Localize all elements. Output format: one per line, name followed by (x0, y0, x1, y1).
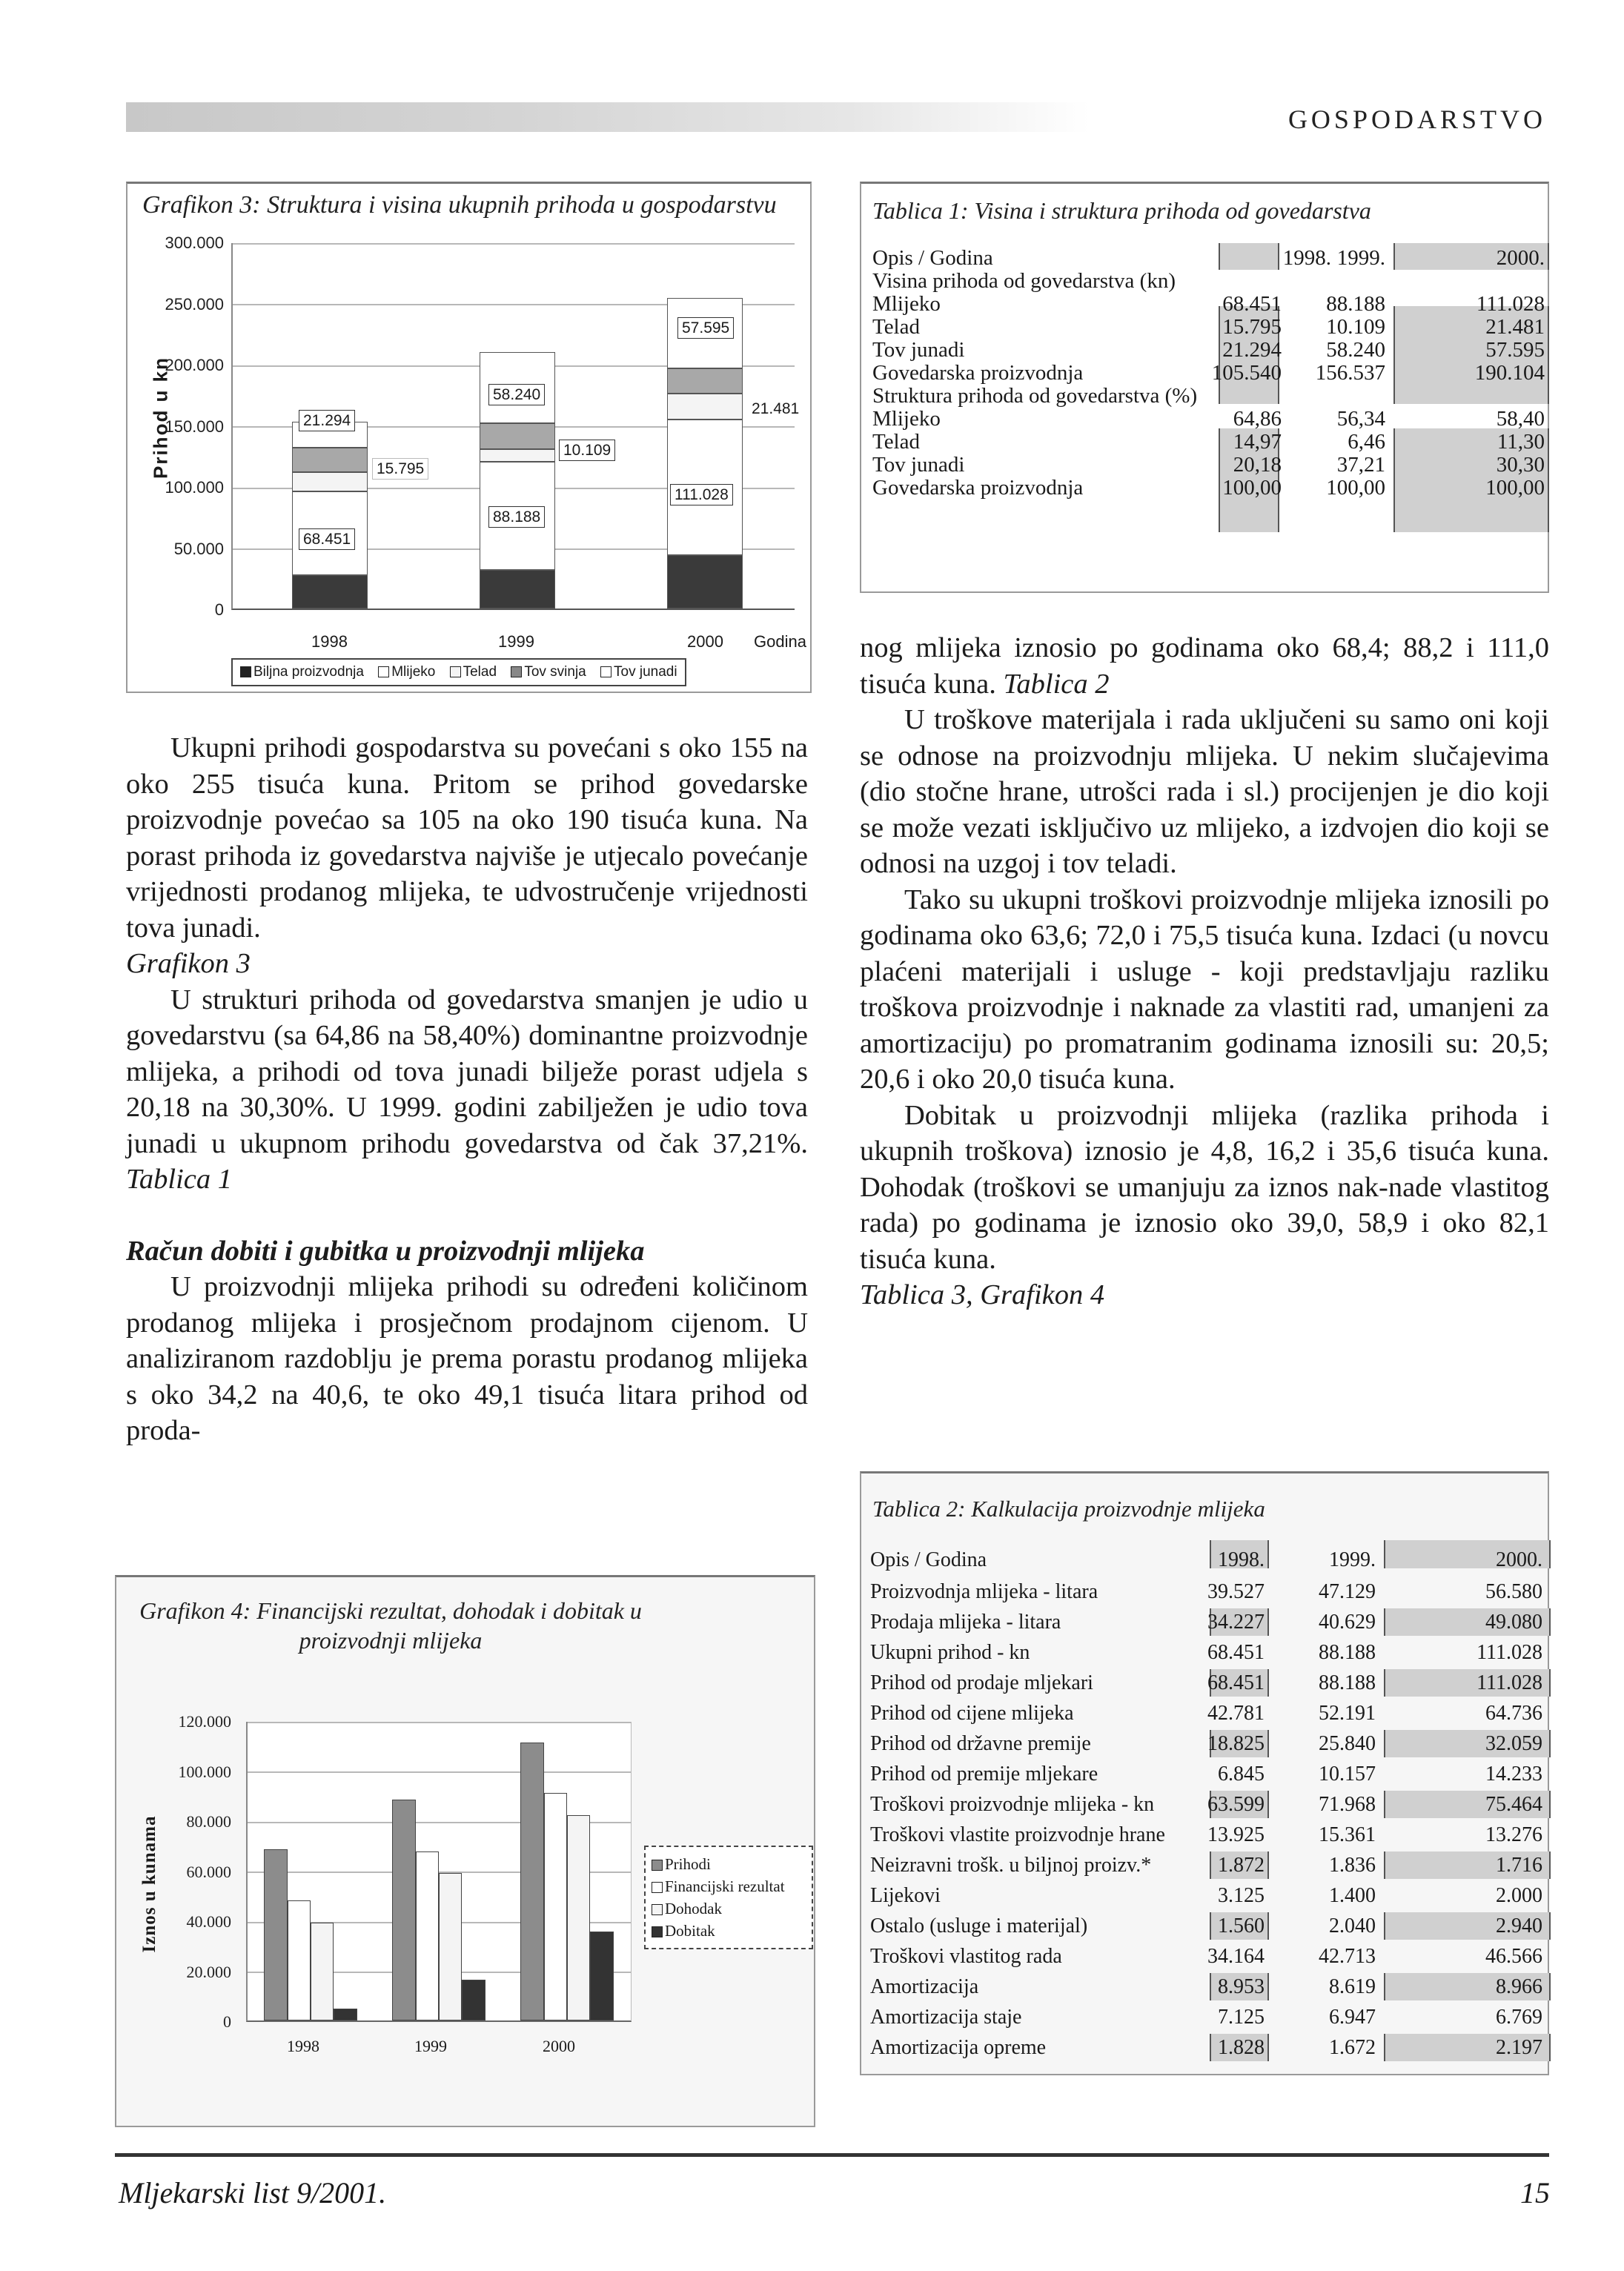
publication-name: Mljekarski list 9/2001. (119, 2176, 387, 2209)
data-label: 15.795 (372, 458, 428, 480)
table-2 (860, 1471, 1549, 2075)
legend-item: Mlijeko (378, 664, 435, 680)
plot-area (231, 243, 800, 610)
table-row: Govedarska proizvodnja 105.540 156.537 190.104 (872, 361, 1545, 385)
y-tick: 60.000 (186, 1863, 231, 1881)
data-label: 21.294 (299, 410, 355, 431)
bar-2000-telad (667, 394, 743, 420)
bar-2000-dohodak (567, 1815, 590, 2020)
data-label: 68.451 (299, 528, 355, 550)
y-tick: 300.000 (165, 233, 224, 252)
table-row: Prihod od cijene mlijeka 42.781 52.191 64.736 (870, 1702, 1542, 1725)
chart-title: Grafikon 4: Financijski rezultat, dohodak i dobitak u proizvodnji mlijeka (139, 1597, 642, 1654)
legend-item: Tov svinja (511, 664, 586, 680)
chart-legend (231, 658, 686, 686)
paragraph: Ukupni prihodi gospodarstva su povećani s oko 155 na oko 255 tisuća kuna. Pritom se prihod govedarske proizvodnje povećao sa 105 na oko 190 tisuća kuna. Na porast prihoda iz govedarstva najviše je utjecalo povećanje vrijednosti prodanog mlijeka, te udvostručenje vrijednosti tova junadi. (126, 732, 808, 944)
legend-item: Telad (450, 664, 497, 680)
table-reference: Tablica 1 (126, 1164, 232, 1195)
y-tick: 40.000 (186, 1912, 231, 1931)
legend-item: Biljna proizvodnja (240, 664, 364, 680)
table-row: Prihod od prodaje mljekari 68.451 88.188 111.028 (870, 1668, 1548, 1698)
bar-2000-prihodi (520, 1743, 544, 2020)
bar-1998-dobitak (334, 2009, 357, 2020)
chart-grafikon-4 (115, 1575, 815, 2127)
header-cell: 2000. (1496, 1548, 1542, 1571)
table-row: Proizvodnja mlijeka - litara 39.527 47.129 56.580 (870, 1580, 1542, 1603)
chart-title: Grafikon 3: Struktura i visina ukupnih prihoda u gospodarstvu (142, 191, 777, 219)
table-row: Telad 15.795 10.109 21.481 (872, 315, 1545, 339)
table-row: Prihod od premije mljekare 6.845 10.157 14.233 (870, 1763, 1542, 1786)
right-column-text (860, 630, 1549, 1313)
table-caption: Tablica 1: Visina i struktura prihoda od govedarstva (872, 197, 1371, 224)
header-cell: Opis / Godina (872, 246, 993, 270)
data-label: 111.028 (670, 484, 733, 505)
paragraph: nog mlijeka iznosio po godinama oko 68,4; 88,2 i 111,0 tisuća kuna. Tablica 2 (860, 632, 1549, 700)
table-row: Ukupni prihod - kn 68.451 88.188 111.028 (870, 1641, 1542, 1664)
bar-1998-dohodak (311, 1923, 334, 2020)
legend-swatch-icon (652, 1882, 663, 1893)
bar-2000-financijski-rezultat (544, 1793, 567, 2020)
legend-item: Tov junadi (600, 664, 677, 680)
header-decorative-band (126, 102, 1090, 132)
legend-item: Dobitak (652, 1920, 806, 1942)
table-row: Ostalo (usluge i materijal) 1.560 2.040 2.940 (870, 1911, 1548, 1941)
table-row: Amortizacija 8.953 8.619 8.966 (870, 1972, 1548, 2002)
bar-1998-tov-svinja (292, 448, 368, 472)
bar-1999-tov-svinja (480, 423, 555, 449)
table-section-row: Visina prihoda od govedarstva (kn) (872, 269, 1176, 293)
bar-1999-financijski-rezultat (416, 1851, 439, 2020)
y-axis-label: Iznos u kunama (139, 1815, 159, 1953)
bar-1998-biljna (292, 575, 368, 609)
legend-item: Prihodi (652, 1853, 806, 1875)
legend-swatch-icon (652, 1926, 663, 1937)
x-tick-label: 1999 (498, 632, 534, 651)
bar-2000-biljna (667, 555, 743, 609)
table-section-row: Struktura prihoda od govedarstva (%) (872, 384, 1198, 408)
y-tick: 200.000 (165, 356, 224, 374)
bar-1999-prihodi (392, 1800, 416, 2020)
bar-1999-biljna (480, 570, 555, 609)
legend-swatch-icon (378, 666, 389, 677)
table-caption: Tablica 2: Kalkulacija proizvodnje mlijeka (872, 1496, 1265, 1522)
table-reference: Tablica 2 (1003, 668, 1110, 700)
bar-1998-prihodi (264, 1849, 288, 2020)
header-cell: 1998. (1218, 1548, 1265, 1571)
x-tick-label: 1999 (414, 2037, 447, 2055)
bar-1998-telad (292, 472, 368, 491)
page-number: 15 (1520, 2176, 1550, 2209)
table-row: Troškovi vlastitog rada 34.164 42.713 46.566 (870, 1945, 1542, 1968)
table-row: Mlijeko 68.451 88.188 111.028 (872, 292, 1545, 316)
y-tick: 50.000 (173, 540, 224, 558)
table-row: Troškovi vlastite proizvodnje hrane 13.925 15.361 13.276 (870, 1823, 1542, 1846)
y-tick: 120.000 (178, 1712, 231, 1731)
paragraph: U strukturi prihoda od govedarstva smanjen je udio u govedarstvu (sa 64,86 na 58,40%) dominantne proizvodnje mlijeka, a prihodi od tova junadi bilježe porast udjela s 20,18 na 30,30%. U 1999. godini zabilježen je udio tova junadi u ukupnom prihodu govedarstva od čak 37,21%. Tablica 1 (126, 984, 808, 1195)
bar-2000-tov-svinja (667, 368, 743, 394)
header-cell: 1999. (1336, 246, 1385, 270)
table-row: Prihod od državne premije 18.825 25.840 32.059 (870, 1728, 1548, 1759)
data-label: 88.188 (488, 506, 545, 528)
table-row: Mlijeko 64,86 56,34 58,40 (872, 407, 1545, 431)
header-cell: 1998. (1282, 246, 1331, 270)
bar-1998-financijski-rezultat (288, 1900, 311, 2020)
chart-grafikon-3 (126, 182, 812, 693)
header-cell: Opis / Godina (870, 1548, 987, 1571)
x-tick-label: 2000 (687, 632, 723, 651)
table-header-row (870, 1544, 1548, 1577)
bar-1999-telad (480, 449, 555, 462)
figure-reference: Grafikon 3 (126, 948, 251, 979)
bar-1999-dohodak (439, 1873, 462, 2020)
table-row: Telad 14,97 6,46 11,30 (872, 430, 1545, 454)
y-tick: 250.000 (165, 295, 224, 314)
header-cell: 1999. (1329, 1548, 1376, 1571)
x-tick-label: 1998 (311, 632, 348, 651)
legend-item: Financijski rezultat (652, 1875, 806, 1897)
section-heading: Račun dobiti i gubitka u proizvodnji mlijeka (126, 1235, 645, 1267)
y-tick: 0 (223, 2012, 231, 2031)
legend-swatch-icon (450, 666, 461, 677)
footer-divider (115, 2153, 1549, 2157)
legend-item: Dohodak (652, 1897, 806, 1920)
table-row: Prodaja mlijeka - litara 34.227 40.629 49.080 (870, 1607, 1548, 1637)
legend-swatch-icon (600, 666, 612, 677)
table-row: Troškovi proizvodnje mlijeka - kn 63.599 71.968 75.464 (870, 1789, 1548, 1820)
y-tick: 20.000 (186, 1963, 231, 1981)
section-title: GOSPODARSTVO (1287, 105, 1546, 134)
x-tick-label: 2000 (543, 2037, 575, 2055)
x-tick-label: 1998 (287, 2037, 319, 2055)
paragraph: U proizvodnji mlijeka prihodi su određeni količinom prodanog mlijeka i prosječnom prodajnom cijenom. U analiziranom razdoblju je prema porastu prodanog mlijeka s oko 34,2 na 40,6, te oko 49,1 tisuća litara prihod od proda- (126, 1271, 808, 1446)
paragraph: Dobitak u proizvodnji mlijeka (razlika prihoda i ukupnih troškova) iznosio je 4,8, 16,2 i 35,6 tisuća kuna. Dohodak (troškovi se umanjuju za iznos nak-nade vlastitog rada) po godinama je iznosio oko 39,0, 58,9 i oko 82,1 tisuća kuna. (860, 1099, 1549, 1275)
header-cell: 2000. (1496, 246, 1545, 270)
y-tick: 100.000 (165, 478, 224, 497)
table-row: Tov junadi 20,18 37,21 30,30 (872, 453, 1545, 477)
table-row: Govedarska proizvodnja 100,00 100,00 100,00 (872, 476, 1545, 500)
table-1 (860, 182, 1549, 593)
data-label: 58.240 (488, 384, 545, 405)
paragraph: U troškove materijala i rada uključeni su samo oni koji se odnose na proizvodnju mlijeka. U nekim slučajevima (dio stočne hrane, utrošci rada i sl.) procijenjen je dio koji se može vezati isključivo uz mlijeko, a izdvojen dio koji se odnosi na uzgoj i tov teladi. (860, 704, 1549, 879)
table-row: Amortizacija opreme 1.828 1.672 2.197 (870, 2032, 1548, 2063)
bar-2000-dobitak (590, 1932, 614, 2020)
y-tick: 80.000 (186, 1812, 231, 1831)
y-tick: 150.000 (165, 417, 224, 436)
table-2-rows (870, 1577, 1548, 2063)
legend-swatch-icon (511, 666, 522, 677)
paragraph: Tako su ukupni troškovi proizvodnje mlijeka iznosili po godinama oko 63,6; 72,0 i 75,5 tisuća kuna. Izdaci (u novcu plaćeni materijali i usluge - koji predstavljaju razliku troškova proizvodnje i naknade za vlastiti rad, umanjeni za amortizaciju) po promatranim godinama iznosili su: 20,5; 20,6 i oko 20,0 tisuća kuna. (860, 883, 1549, 1095)
table-row: Amortizacija staje 7.125 6.947 6.769 (870, 2006, 1542, 2029)
data-label: 57.595 (677, 317, 734, 339)
data-label: 21.481 (748, 399, 803, 419)
plot-area (246, 1722, 632, 2022)
chart-legend (644, 1846, 813, 1949)
y-tick: 100.000 (178, 1763, 231, 1781)
y-tick: 0 (214, 600, 224, 619)
legend-swatch-icon (652, 1860, 663, 1871)
y-axis-label: Prihod u kn (149, 357, 172, 479)
legend-swatch-icon (240, 666, 251, 677)
x-axis-label: Godina (754, 632, 806, 651)
data-label: 10.109 (559, 440, 615, 461)
table-1-body (872, 247, 1547, 500)
table-row: Tov junadi 21.294 58.240 57.595 (872, 338, 1545, 362)
legend-swatch-icon (652, 1904, 663, 1915)
table-header-row (872, 247, 1547, 270)
table-2-body (870, 1544, 1548, 1577)
table-row: Neizravni trošk. u biljnoj proizv.* 1.872 1.836 1.716 (870, 1850, 1548, 1880)
left-column-text (126, 730, 808, 1449)
bar-1999-dobitak (462, 1980, 485, 2020)
table-row: Lijekovi 3.125 1.400 2.000 (870, 1884, 1542, 1907)
figure-reference: Tablica 3, Grafikon 4 (860, 1279, 1105, 1310)
